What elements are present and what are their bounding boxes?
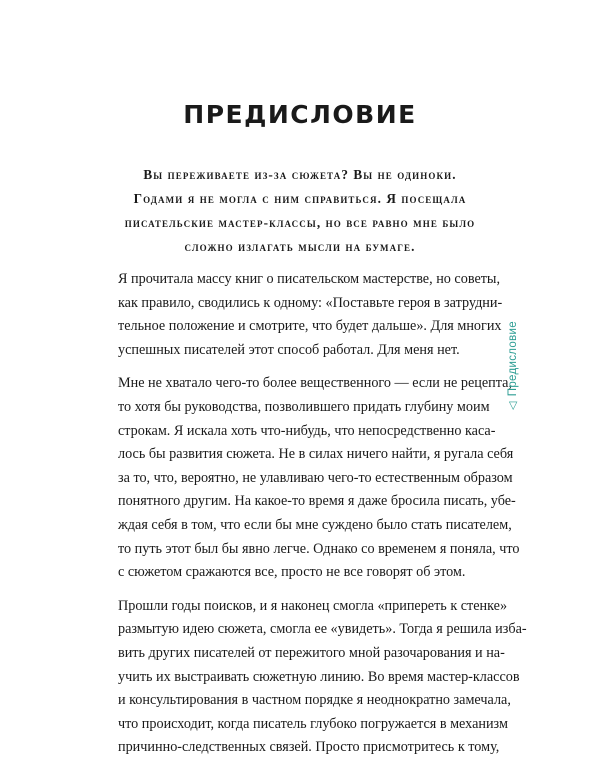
text-line: тельное положение и смотрите, что будет дальше». Для многих: [118, 318, 502, 335]
intro-line: писательские мастер-классы, но все равно мне было: [124, 215, 476, 230]
text-line: понятного другим. На какое-то время я даже бросила писать, убе-: [118, 493, 516, 510]
section-icon: ◁: [507, 401, 519, 410]
text-line: причинно-следственных связей. Просто присмотритесь к тому,: [118, 739, 500, 756]
text-line: ждая себя в том, что если бы мне суждено было стать писателем,: [118, 516, 512, 533]
text-line: Мне не хватало чего-то более вещественного — если не рецепта,: [118, 375, 512, 392]
text-line: то хотя бы руководства, позволившего придать глубину моим: [118, 398, 490, 415]
side-tab-label: Предисловие: [507, 321, 519, 397]
text-line: строкам. Я искала хоть что-нибудь, что непосредственно каса-: [118, 422, 496, 439]
text-line: с сюжетом сражаются все, просто не все говорят об этом.: [118, 564, 466, 581]
paragraph-3: [118, 595, 527, 760]
intro-line: сложно излагать мысли на бумаге.: [184, 239, 416, 254]
text-line: что происходит, когда писатель глубоко погружается в механизм: [118, 715, 508, 732]
paragraph-1: [118, 268, 503, 362]
side-tab-label-wrap: [506, 321, 519, 410]
text-line: размытую идею сюжета, смогла ее «увидеть». Тогда я решила изба-: [118, 621, 527, 638]
text-line: вить других писателей от пережитого мной разочарования и на-: [118, 644, 505, 661]
intro-line: Годами я не могла с ним справиться. Я посещала: [133, 191, 467, 206]
page-title: ПРЕДИСЛОВИЕ: [183, 100, 417, 129]
intro-epigraph: [100, 163, 500, 259]
text-line: за то, что, вероятно, не улавливаю чего-то естественным образом: [118, 469, 513, 486]
text-line: лось бы развития сюжета. Не в силах ничего найти, я ругала себя: [118, 446, 514, 463]
chapter-side-tab: [503, 310, 523, 420]
paragraph-2: [118, 372, 520, 584]
text-line: Я прочитала массу книг о писательском мастерстве, но советы,: [118, 271, 501, 287]
text-line: то путь этот был бы явно легче. Однако со временем я поняла, что: [118, 540, 520, 557]
text-line: учить их выстраивать сюжетную линию. Во время мастер-классов: [118, 668, 520, 685]
intro-line: Вы переживаете из-за сюжета? Вы не одиноки.: [143, 167, 457, 182]
text-line: как правило, сводились к одному: «Поставьте героя в затрудни-: [118, 294, 503, 311]
text-line: Прошли годы поисков, и я наконец смогла «припереть к стенке»: [118, 597, 508, 614]
text-line: и консультирования в частном порядке я неоднократно замечала,: [118, 692, 511, 709]
text-line: успешных писателей этот способ работал. Для меня нет.: [118, 341, 460, 358]
